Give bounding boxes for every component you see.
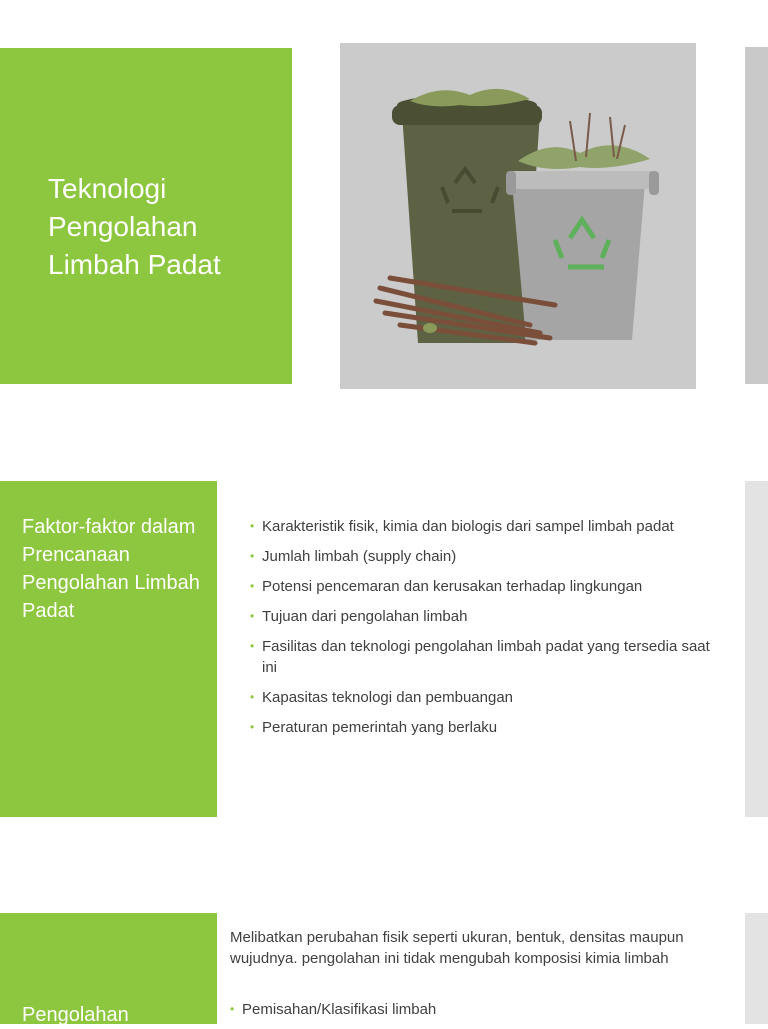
title-panel (0, 481, 217, 817)
list-item: • Potensi pencemaran dan kerusakan terhadap lingkungan (250, 578, 643, 595)
list-item: • Tujuan dari pengolahan limbah (250, 608, 468, 625)
factors-slide (0, 481, 768, 818)
factors-list (250, 516, 720, 747)
description-text: Melibatkan perubahan fisik seperti ukuran, bentuk, densitas maupun wujudnya. pengolahan ini tidak mengubah komposisi kimia limbah (230, 929, 684, 967)
next-slide-edge (745, 47, 768, 384)
bullet-icon: • (250, 720, 255, 734)
slide-title: Pengolahan (22, 1004, 129, 1026)
list-item: • Fasilitas dan teknologi pengolahan limbah padat yang tersedia saat ini (250, 638, 710, 676)
list-item: • Peraturan pemerintah yang berlaku (250, 719, 498, 736)
list-item: • Jumlah limbah (supply chain) (250, 548, 457, 565)
title-panel (0, 913, 217, 1024)
bullet-icon: • (250, 609, 255, 623)
next-slide-edge (745, 481, 768, 817)
processing-slide (0, 913, 768, 1024)
list-item: • Kapasitas teknologi dan pembuangan (250, 689, 514, 706)
next-slide-edge (745, 913, 768, 1024)
bullet-icon: • (250, 639, 255, 653)
bullet-icon: • (230, 1002, 235, 1016)
title-panel (0, 48, 292, 384)
slide-title: Faktor-faktor dalam Prencanaan Pengolahan Limbah Padat (22, 516, 200, 622)
processing-list (230, 999, 735, 1029)
waste-bins-illustration (340, 43, 696, 389)
list-item: • Pemisahan/Klasifikasi limbah (230, 1001, 437, 1018)
title-slide (0, 48, 768, 388)
bullet-icon: • (250, 549, 255, 563)
bullet-icon: • (250, 579, 255, 593)
list-item: • Karakteristik fisik, kimia dan biologis dari sampel limbah padat (250, 518, 674, 535)
slide-title: Teknologi Pengolahan Limbah Padat (48, 173, 221, 280)
recycle-bins-icon (340, 43, 696, 389)
bullet-icon: • (250, 519, 255, 533)
bullet-icon: • (250, 690, 255, 704)
